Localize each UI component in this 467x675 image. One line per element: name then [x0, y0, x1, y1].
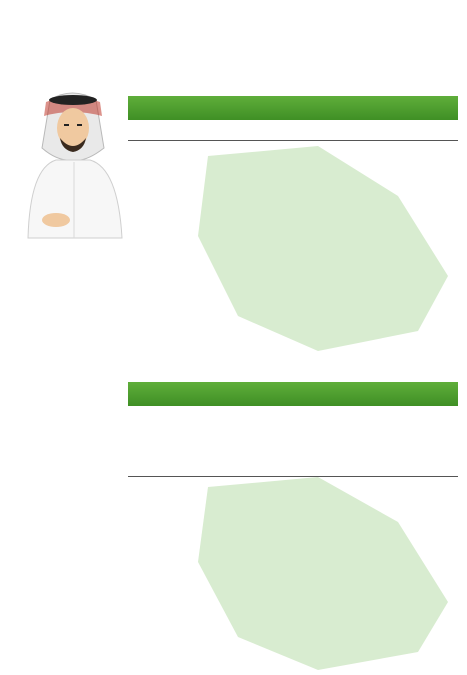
- saudi-map-icon: [168, 462, 458, 672]
- header-2014: [318, 120, 402, 140]
- header-2015: [218, 120, 318, 140]
- panel-title: [128, 96, 458, 120]
- panel-title: [128, 382, 458, 406]
- private-loans-table: [128, 120, 458, 141]
- government-sector-loans-panel: [128, 382, 458, 477]
- header-change: [128, 120, 218, 140]
- private-sector-loans-panel: [128, 96, 458, 141]
- header-total: [128, 406, 202, 476]
- header-period: [402, 120, 458, 140]
- table-header-row: [128, 120, 458, 140]
- header-government: [302, 406, 402, 476]
- table-header-row: [128, 406, 458, 476]
- header-period: [402, 406, 458, 476]
- header-nonfinancial: [202, 406, 302, 476]
- man-figure: [28, 93, 122, 238]
- government-loans-table: [128, 406, 458, 477]
- saudi-map-icon: [168, 126, 458, 356]
- coins-and-man-illustration: [0, 88, 140, 675]
